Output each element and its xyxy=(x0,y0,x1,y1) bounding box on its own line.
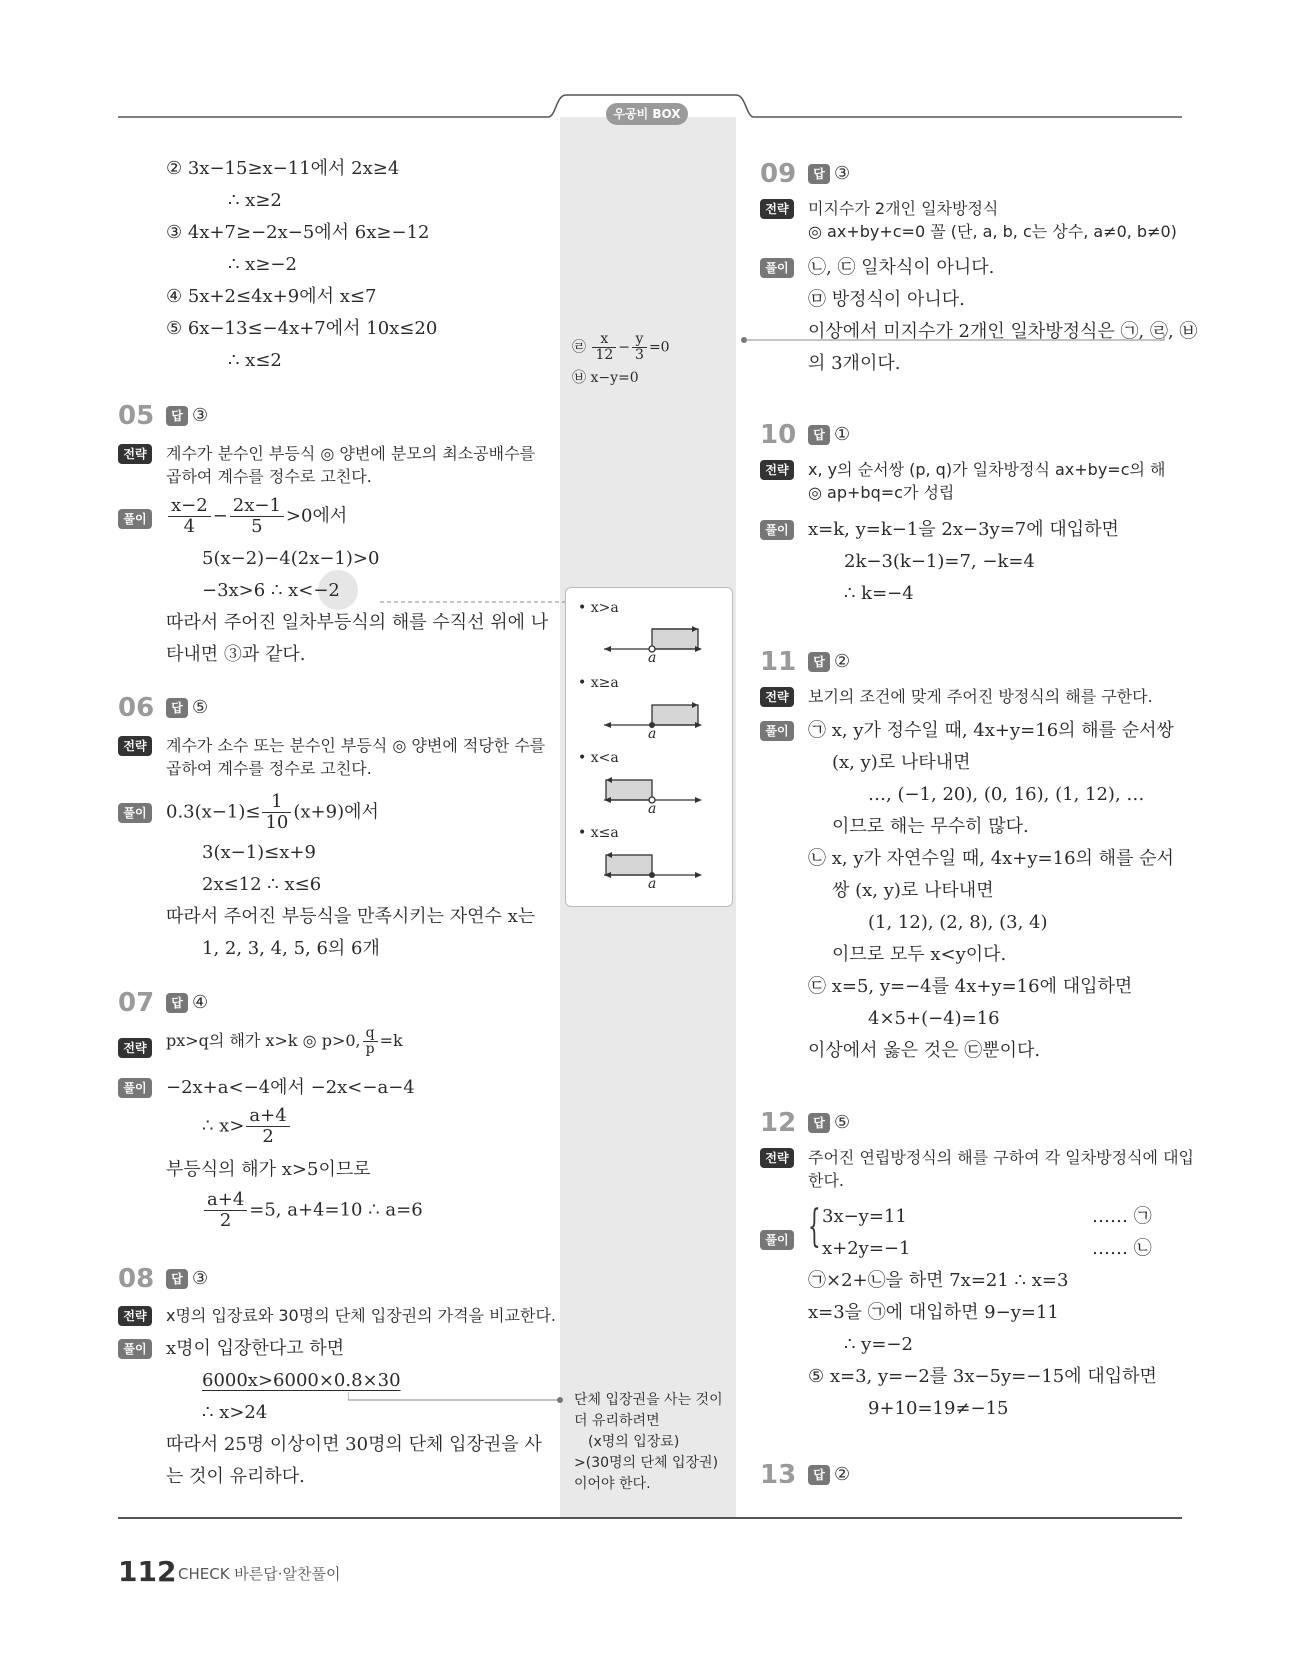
q12-answer-icon: 답 xyxy=(808,1113,830,1133)
q07-line-3: 부등식의 해가 x>5이므로 xyxy=(166,1159,371,1180)
numline-label-gt: • x>a xyxy=(578,600,619,616)
q11-line-3: …, (−1, 20), (0, 16), (1, 12), … xyxy=(868,784,1145,805)
q05-after: >0에서 xyxy=(285,505,348,527)
q10-answer: ① xyxy=(834,424,851,445)
q07-line4-post: =5, a+4=10 ∴ a=6 xyxy=(249,1199,423,1221)
q07-answer: ④ xyxy=(192,992,209,1013)
q07-line4-frac-den: 2 xyxy=(219,1210,232,1231)
q06-line-2: 3(x−1)≤x+9 xyxy=(202,842,316,863)
q12-number: 12 xyxy=(760,1108,797,1138)
q12-line-3: ∴ y=−2 xyxy=(844,1334,913,1355)
q11-strategy-tag: 전략 xyxy=(760,687,794,707)
q05-line-4: 따라서 주어진 일차부등식의 해를 수직선 위에 나 xyxy=(166,612,549,633)
numline-label-le: • x≤a xyxy=(578,825,619,841)
q07-strategy-pre: px>q의 해가 x>k ◎ p>0, xyxy=(166,1031,361,1050)
numline-a-4: a xyxy=(648,876,657,892)
side-frac1-num: x xyxy=(592,332,616,348)
q09-strategy-tag: 전략 xyxy=(760,199,794,219)
q08-line-4: 따라서 25명 이상이면 30명의 단체 입장권을 사 xyxy=(166,1434,542,1455)
q09-line-2: ㉤ 방정식이 아니다. xyxy=(808,289,965,310)
q11-number: 11 xyxy=(760,647,797,677)
q08-line-3: ∴ x>24 xyxy=(202,1402,268,1423)
q07-strat-frac-num: q xyxy=(363,1026,378,1042)
q07-line-2 xyxy=(202,1106,292,1147)
q12-eq-2-tag: …… ㉡ xyxy=(1092,1238,1152,1259)
q05-solution-tag: 풀이 xyxy=(118,509,152,529)
system-brace: { xyxy=(808,1201,821,1252)
side-note-1a-pre: ㉣ xyxy=(572,339,586,356)
q11-strategy: 보기의 조건에 맞게 주어진 방정식의 해를 구한다. xyxy=(808,687,1153,706)
q11-line-5: ㉡ x, y가 자연수일 때, 4x+y=16의 해를 순서 xyxy=(808,848,1174,869)
q06-frac-den: 10 xyxy=(265,812,289,833)
numline-a-1: a xyxy=(648,650,657,666)
q10-line-3: ∴ k=−4 xyxy=(844,583,914,604)
q09-answer-icon: 답 xyxy=(808,164,830,184)
q07-answer-icon: 답 xyxy=(166,993,188,1013)
q05-connector-line xyxy=(380,596,570,608)
side-note-1a-mid: − xyxy=(618,339,631,356)
q11-answer-icon: 답 xyxy=(808,652,830,672)
q07-strategy-post: =k xyxy=(379,1031,403,1050)
q09-strategy-1: 미지수가 2개인 일차방정식 xyxy=(808,199,999,218)
book-title: CHECK 바른답·알찬풀이 xyxy=(178,1565,341,1583)
q06-number: 06 xyxy=(118,693,155,723)
q12-answer: ⑤ xyxy=(834,1112,851,1133)
q11-line-9: ㉢ x=5, y=−4를 4x+y=16에 대입하면 xyxy=(808,976,1133,997)
q11-line-11: 이상에서 옳은 것은 ㉢뿐이다. xyxy=(808,1040,1041,1061)
q06-line-3: 2x≤12 ∴ x≤6 xyxy=(202,874,322,895)
numline-a-3: a xyxy=(648,801,657,817)
q12-line-2: x=3을 ㉠에 대입하면 9−y=11 xyxy=(808,1302,1059,1323)
numline-label-lt: • x<a xyxy=(578,750,619,766)
side-frac1-den: 12 xyxy=(595,347,614,363)
q09-number: 09 xyxy=(760,159,797,189)
q10-solution-tag: 풀이 xyxy=(760,520,794,540)
q09-answer: ③ xyxy=(834,163,851,184)
q09-line-4: 의 3개이다. xyxy=(808,353,901,374)
q12-strategy-2: 한다. xyxy=(808,1171,844,1190)
q05-strategy-tag: 전략 xyxy=(118,444,152,464)
q08-number: 08 xyxy=(118,1264,155,1294)
q05-frac2-num: 2x−1 xyxy=(230,496,284,517)
q09-solution-tag: 풀이 xyxy=(760,258,794,278)
q06-strategy-tag: 전략 xyxy=(118,736,152,756)
q11-answer: ② xyxy=(834,651,851,672)
q06-solution-tag: 풀이 xyxy=(118,803,152,823)
side-frac2-den: 3 xyxy=(635,347,644,363)
q08-strategy: x명의 입장료와 30명의 단체 입장권의 가격을 비교한다. xyxy=(166,1306,557,1325)
q11-line-10: 4×5+(−4)=16 xyxy=(868,1008,1000,1029)
side-note-2-line-1: 단체 입장권을 사는 것이 xyxy=(574,1392,723,1408)
q05-solution-line-1: $\frac{x-2}{4}$ − $\frac{2x-1}{5}$ >0에서 xyxy=(166,496,347,537)
q09-strategy-2: ◎ ax+by+c=0 꼴 (단, a, b, c는 상수, a≠0, b≠0) xyxy=(808,222,1177,241)
q05-line-3: −3x>6 ∴ x<−2 xyxy=(202,580,340,601)
q07-number: 07 xyxy=(118,988,155,1018)
q07-line-4 xyxy=(202,1190,423,1231)
q04-line-6: ⑤ 6x−13≤−4x+7에서 10x≤20 xyxy=(166,318,438,339)
q05-answer: ③ xyxy=(192,405,209,426)
q07-line2-pre: ∴ x> xyxy=(202,1115,245,1137)
q07-line2-frac-den: 2 xyxy=(262,1126,274,1147)
q04-line-7: ∴ x≤2 xyxy=(228,350,282,371)
q08-solution-tag: 풀이 xyxy=(118,1339,152,1359)
q08-answer: ③ xyxy=(192,1268,209,1289)
q11-line-6: 쌍 (x, y)로 나타내면 xyxy=(832,880,994,901)
side-note-2-line-2: 더 유리하려면 xyxy=(574,1413,660,1429)
q12-eq-1-tag: …… ㉠ xyxy=(1092,1206,1152,1227)
q06-answer: ⑤ xyxy=(192,697,209,718)
q11-line-8: 이므로 모두 x<y이다. xyxy=(832,944,1007,965)
q04-line-5: ④ 5x+2≤4x+9에서 x≤7 xyxy=(166,286,377,307)
q05-frac1-num: x−2 xyxy=(168,496,211,517)
q08-strategy-tag: 전략 xyxy=(118,1306,152,1326)
q05-number: 05 xyxy=(118,401,155,431)
side-note-1b: ㉥ x−y=0 xyxy=(572,370,639,386)
q05-answer-icon: 답 xyxy=(166,406,188,426)
q11-solution-tag: 풀이 xyxy=(760,721,794,741)
side-note-2-line-4: >(30명의 단체 입장권) xyxy=(574,1455,719,1471)
q12-strategy-tag: 전략 xyxy=(760,1148,794,1168)
q05-frac1-den: 4 xyxy=(183,516,196,537)
page-number: 112 xyxy=(118,1555,177,1588)
numline-label-ge: • x≥a xyxy=(578,675,619,691)
box-label: 우공비 BOX xyxy=(613,107,681,121)
q11-line-4: 이므로 해는 무수히 많다. xyxy=(832,816,1029,837)
q05-line-5: 타내면 ③과 같다. xyxy=(166,644,306,665)
q06-strategy-1: 계수가 소수 또는 분수인 부등식 ◎ 양변에 적당한 수를 xyxy=(166,736,546,755)
q09-line-1: ㉡, ㉢ 일차식이 아니다. xyxy=(808,257,995,278)
q07-line-1: −2x+a<−4에서 −2x<−a−4 xyxy=(166,1077,415,1098)
side-frac2-num: y xyxy=(632,332,647,348)
q08-line-1: x명이 입장한다고 하면 xyxy=(166,1338,345,1359)
q09-line-3: 이상에서 미지수가 2개인 일차방정식은 ㉠, ㉣, ㉥ xyxy=(808,321,1198,342)
q13-number: 13 xyxy=(760,1460,797,1490)
q12-line-5: 9+10=19≠−15 xyxy=(868,1398,1009,1419)
q11-line-7: (1, 12), (2, 8), (3, 4) xyxy=(868,912,1048,933)
q10-number: 10 xyxy=(760,420,797,450)
q06-sol-post: (x+9)에서 xyxy=(293,801,379,823)
q04-line-1: ② 3x−15≥x−11에서 2x≥4 xyxy=(166,158,400,179)
q06-line-4: 따라서 주어진 부등식을 만족시키는 자연수 x는 xyxy=(166,906,536,927)
q09-connector-line xyxy=(736,330,1186,350)
q06-answer-icon: 답 xyxy=(166,698,188,718)
q04-line-2: ∴ x≥2 xyxy=(228,190,282,211)
q12-line-1: ㉠×2+㉡을 하면 7x=21 ∴ x=3 xyxy=(808,1270,1069,1291)
q08-answer-icon: 답 xyxy=(166,1269,188,1289)
box-badge xyxy=(606,103,688,125)
q06-solution-line-1 xyxy=(166,792,379,833)
q11-line-1: ㉠ x, y가 정수일 때, 4x+y=16의 해를 순서쌍 xyxy=(808,720,1174,741)
q06-line-5: 1, 2, 3, 4, 5, 6의 6개 xyxy=(202,938,380,959)
q04-line-3: ③ 4x+7≥−2x−5에서 6x≥−12 xyxy=(166,222,430,243)
footer-rule xyxy=(118,1517,1182,1519)
side-note-2-line-5: 이어야 한다. xyxy=(574,1476,651,1492)
q13-answer-icon: 답 xyxy=(808,1465,830,1485)
q07-strategy xyxy=(166,1026,403,1057)
q06-sol-pre: 0.3(x−1)≤ xyxy=(166,801,261,823)
q07-solution-tag: 풀이 xyxy=(118,1078,152,1098)
q07-strategy-tag: 전략 xyxy=(118,1038,152,1058)
q12-strategy-1: 주어진 연립방정식의 해를 구하여 각 일차방정식에 대입 xyxy=(808,1148,1195,1167)
q10-strategy-1: x, y의 순서쌍 (p, q)가 일차방정식 ax+by=c의 해 xyxy=(808,460,1166,479)
q12-line-4: ⑤ x=3, y=−2를 3x−5y=−15에 대입하면 xyxy=(808,1366,1157,1387)
q10-strategy-2: ◎ ap+bq=c가 성립 xyxy=(808,483,955,502)
q05-strategy-1: 계수가 분수인 부등식 ◎ 양변에 분모의 최소공배수를 xyxy=(166,444,536,463)
q05-frac2-den: 5 xyxy=(251,516,263,537)
q11-line-2: (x, y)로 나타내면 xyxy=(832,752,971,773)
q07-strat-frac-den: p xyxy=(365,1041,375,1057)
q10-line-2: 2k−3(k−1)=7, −k=4 xyxy=(844,551,1035,572)
q08-connector-line xyxy=(348,1392,566,1406)
q05-strategy-2: 곱하여 계수를 정수로 고친다. xyxy=(166,467,372,486)
q10-answer-icon: 답 xyxy=(808,425,830,445)
side-note-2-line-3: (x명의 입장료) xyxy=(588,1434,680,1450)
q12-solution-tag: 풀이 xyxy=(760,1230,794,1250)
q12-eq-2: x+2y=−1 xyxy=(822,1238,911,1259)
numline-a-2: a xyxy=(648,726,657,742)
q10-strategy-tag: 전략 xyxy=(760,460,794,480)
q07-line2-frac-num: a+4 xyxy=(246,1106,289,1127)
q10-line-1: x=k, y=k−1을 2x−3y=7에 대입하면 xyxy=(808,519,1119,540)
q08-line-2: 6000x>6000×0.8×30 xyxy=(202,1370,401,1391)
side-note-1a xyxy=(572,332,670,363)
side-note-1a-post: =0 xyxy=(648,339,670,356)
q13-answer: ② xyxy=(834,1464,851,1485)
q06-strategy-2: 곱하여 계수를 정수로 고친다. xyxy=(166,759,372,778)
q04-line-4: ∴ x≥−2 xyxy=(228,254,297,275)
q06-frac-num: 1 xyxy=(262,792,291,813)
q12-eq-1: 3x−y=11 xyxy=(822,1206,907,1227)
q08-line-5: 는 것이 유리하다. xyxy=(166,1466,305,1487)
q07-line4-frac-num: a+4 xyxy=(204,1190,247,1211)
q05-line-2: 5(x−2)−4(2x−1)>0 xyxy=(202,548,380,569)
